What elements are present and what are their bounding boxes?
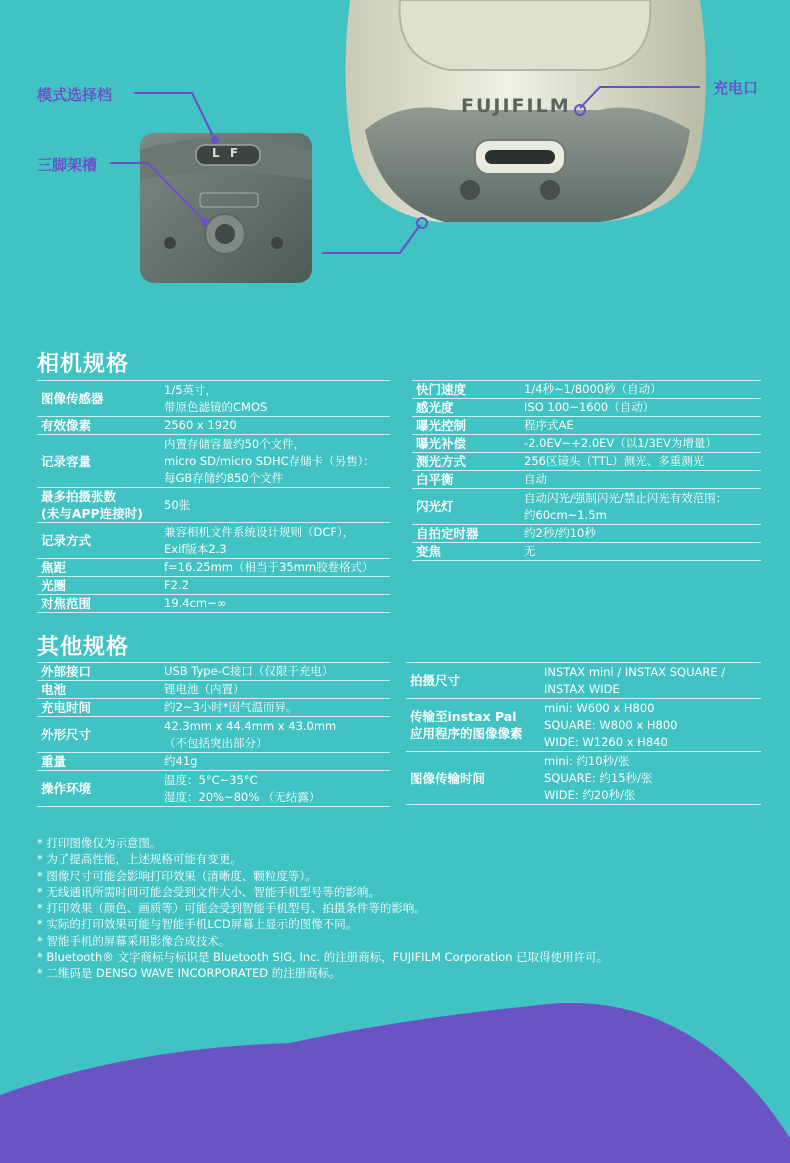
spec-value-line: 自动 <box>524 472 547 486</box>
spec-label: 白平衡 <box>412 471 524 489</box>
other-specs-left-table <box>37 662 390 807</box>
camera-hero-illustration <box>0 0 790 330</box>
spec-label: 曝光控制 <box>412 417 524 435</box>
spec-label: 记录方式 <box>37 523 164 559</box>
spec-label: 曝光补偿 <box>412 435 524 453</box>
spec-value-line: micro SD/micro SDHC存储卡（另售）： <box>164 453 375 468</box>
spec-row <box>37 381 390 417</box>
footnote-line: * 二维码是 DENSO WAVE INCORPORATED 的注册商标。 <box>37 966 341 981</box>
spec-value-line: ISO 100~1600（自动） <box>524 400 655 414</box>
camera-specs-left-table <box>37 380 390 613</box>
fujifilm-logo: FUJIFILM <box>461 95 571 117</box>
spec-value-line: 1/4秒~1/8000秒（自动） <box>524 382 662 396</box>
spec-label: 焦距 <box>37 559 164 577</box>
spec-value-line: 约60cm~1.5m <box>524 507 607 522</box>
spec-value <box>524 471 761 489</box>
spec-value-line: 兼容相机文件系统设计规则（DCF）， <box>164 524 355 539</box>
spec-value <box>164 681 390 699</box>
spec-row <box>412 435 761 453</box>
spec-value <box>544 699 761 752</box>
spec-label <box>37 488 164 523</box>
camera-specs-right-table <box>412 380 761 561</box>
spec-value-line: 50张 <box>164 497 191 512</box>
spec-label-line: (未与APP连接时) <box>41 506 143 521</box>
spec-row <box>37 595 390 613</box>
spec-row <box>37 771 390 807</box>
spec-label: 对焦范围 <box>37 595 164 613</box>
spec-row <box>412 399 761 417</box>
camera-specs-title: 相机规格 <box>37 352 130 377</box>
spec-value-line: Exif版本2.3 <box>164 541 227 556</box>
spec-value-line: INSTAX mini / INSTAX SQUARE / <box>544 664 726 679</box>
spec-row <box>406 699 761 752</box>
spec-value <box>164 771 390 807</box>
spec-row <box>37 717 390 753</box>
spec-value-line: 内置存储容量约50个文件， <box>164 436 306 451</box>
footnote-line: * 图像尺寸可能会影响打印效果（清晰度、颗粒度等）。 <box>37 868 317 883</box>
spec-label-line: 最多拍摄张数 <box>41 489 117 504</box>
spec-row <box>412 453 761 471</box>
spec-value-line: USB Type-C接口（仅限于充电） <box>164 664 334 678</box>
spec-value-line: SQUARE: W800 x H800 <box>544 717 678 732</box>
spec-value-line: WIDE: W1260 x H840 <box>544 734 668 749</box>
spec-label: 变焦 <box>412 543 524 561</box>
spec-value-line: 带原色滤镜的CMOS <box>164 399 268 414</box>
spec-label-line: 应用程序的图像像素 <box>410 726 523 741</box>
spec-value <box>544 752 761 805</box>
spec-value <box>164 595 390 613</box>
spec-value-line: SQUARE: 约15秒/张 <box>544 770 653 785</box>
spec-value <box>524 525 761 543</box>
spec-value-line: 自动闪光/强制闪光/禁止闪光有效范围： <box>524 490 728 505</box>
spec-value-line: 无 <box>524 544 536 558</box>
bottom-wave-decoration <box>0 1003 790 1163</box>
spec-row <box>37 417 390 435</box>
spec-value <box>524 381 761 399</box>
spec-value <box>164 381 390 417</box>
footnote-line: * 打印图像仅为示意图。 <box>37 836 162 850</box>
spec-value-line: F2.2 <box>164 578 189 592</box>
spec-label: 有效像素 <box>37 417 164 435</box>
footnote-line: * 打印效果（颜色、画质等）可能会受到智能手机型号、拍摄条件等的影响。 <box>37 901 426 916</box>
spec-label: 光圈 <box>37 577 164 595</box>
spec-row <box>37 435 390 488</box>
spec-value <box>164 435 390 488</box>
spec-value-line: INSTAX WIDE <box>544 681 620 696</box>
spec-value-line: mini: 约10秒/张 <box>544 753 630 768</box>
spec-value-line: 256区镜头（TTL）测光、多重测光 <box>524 454 705 468</box>
spec-label: 记录容量 <box>37 435 164 488</box>
spec-label: 图像传输时间 <box>406 752 544 805</box>
footnotes <box>37 835 608 982</box>
spec-value <box>164 559 390 577</box>
spec-value-line: -2.0EV~+2.0EV（以1/3EV为增量） <box>524 436 717 450</box>
mode-dial-label: L F <box>212 146 242 160</box>
spec-value-line: WIDE: 约20秒/张 <box>544 787 636 802</box>
spec-value-line: f=16.25mm（相当于35mm胶卷格式） <box>164 560 374 574</box>
footnote-line: * Bluetooth® 文字商标与标识是 Bluetooth SIG, Inc. 的注册商标，FUJIFILM Corporation 已取得使用许可。 <box>37 950 609 965</box>
callout-charging-port: 充电口 <box>713 79 759 97</box>
spec-value-line: （不包括突出部分） <box>164 735 268 750</box>
spec-value <box>524 399 761 417</box>
spec-row <box>412 417 761 435</box>
spec-value-line: 约2~3小时*因气温而异。 <box>164 700 298 714</box>
spec-value-line: 19.4cm~∞ <box>164 596 227 610</box>
spec-row <box>37 699 390 717</box>
spec-value <box>164 417 390 435</box>
footnote-line: * 无线通讯所需时间可能会受到文件大小、智能手机型号等的影响。 <box>37 884 380 899</box>
footnote-line: * 为了提高性能，上述规格可能有变更。 <box>37 852 242 867</box>
spec-row <box>412 489 761 525</box>
spec-row <box>37 523 390 559</box>
spec-label: 闪光灯 <box>412 489 524 525</box>
spec-row <box>37 559 390 577</box>
spec-value <box>164 753 390 771</box>
spec-label: 外形尺寸 <box>37 717 164 753</box>
spec-label: 快门速度 <box>412 381 524 399</box>
spec-value-line: 约2秒/约10秒 <box>524 526 596 540</box>
spec-value <box>524 543 761 561</box>
spec-value <box>544 663 761 699</box>
spec-value <box>164 699 390 717</box>
spec-row <box>37 488 390 523</box>
callout-mode-switch: 模式选择档 <box>37 86 113 104</box>
spec-label: 图像传感器 <box>37 381 164 417</box>
spec-row <box>412 525 761 543</box>
spec-value-line: 温度：5°C~35°C <box>164 772 258 787</box>
spec-row <box>37 753 390 771</box>
spec-row <box>37 577 390 595</box>
spec-row <box>406 663 761 699</box>
spec-value <box>164 523 390 559</box>
spec-value-line: mini: W600 x H800 <box>544 700 655 715</box>
spec-value-line: 湿度：20%~80% （无结露） <box>164 789 321 804</box>
spec-value-line: 2560 x 1920 <box>164 418 237 432</box>
spec-value-line: 锂电池（内置） <box>164 682 245 696</box>
spec-value <box>164 488 390 523</box>
callout-tripod-socket: 三脚架槽 <box>37 156 98 174</box>
spec-value-line: 约41g <box>164 754 198 768</box>
footnote-line: * 实际的打印效果可能与智能手机LCD屏幕上显示的图像不同。 <box>37 917 358 932</box>
spec-value <box>164 717 390 753</box>
spec-row <box>37 681 390 699</box>
spec-label: 拍摄尺寸 <box>406 663 544 699</box>
spec-row <box>406 752 761 805</box>
spec-value <box>524 453 761 471</box>
spec-label-line: 传输至instax Pal <box>410 709 517 724</box>
spec-label: 测光方式 <box>412 453 524 471</box>
spec-value <box>524 489 761 525</box>
spec-row <box>37 663 390 681</box>
spec-value <box>524 435 761 453</box>
spec-value <box>164 577 390 595</box>
spec-label <box>406 699 544 752</box>
spec-label: 重量 <box>37 753 164 771</box>
spec-label: 充电时间 <box>37 699 164 717</box>
other-specs-right-table <box>406 662 761 805</box>
other-specs-title: 其他规格 <box>37 635 130 660</box>
spec-label: 感光度 <box>412 399 524 417</box>
spec-value-line: 1/5英寸， <box>164 382 218 397</box>
spec-row <box>412 381 761 399</box>
spec-label: 外部接口 <box>37 663 164 681</box>
spec-row <box>412 543 761 561</box>
spec-value <box>164 663 390 681</box>
spec-value-line: 42.3mm x 44.4mm x 43.0mm <box>164 718 337 733</box>
spec-label: 自拍定时器 <box>412 525 524 543</box>
footnote-line: * 智能手机的屏幕采用影像合成技术。 <box>37 933 231 948</box>
spec-value-line: 每GB存储约850个文件 <box>164 470 284 485</box>
spec-value <box>524 417 761 435</box>
spec-row <box>412 471 761 489</box>
spec-label: 电池 <box>37 681 164 699</box>
spec-value-line: 程序式AE <box>524 418 574 432</box>
spec-label: 操作环境 <box>37 771 164 807</box>
